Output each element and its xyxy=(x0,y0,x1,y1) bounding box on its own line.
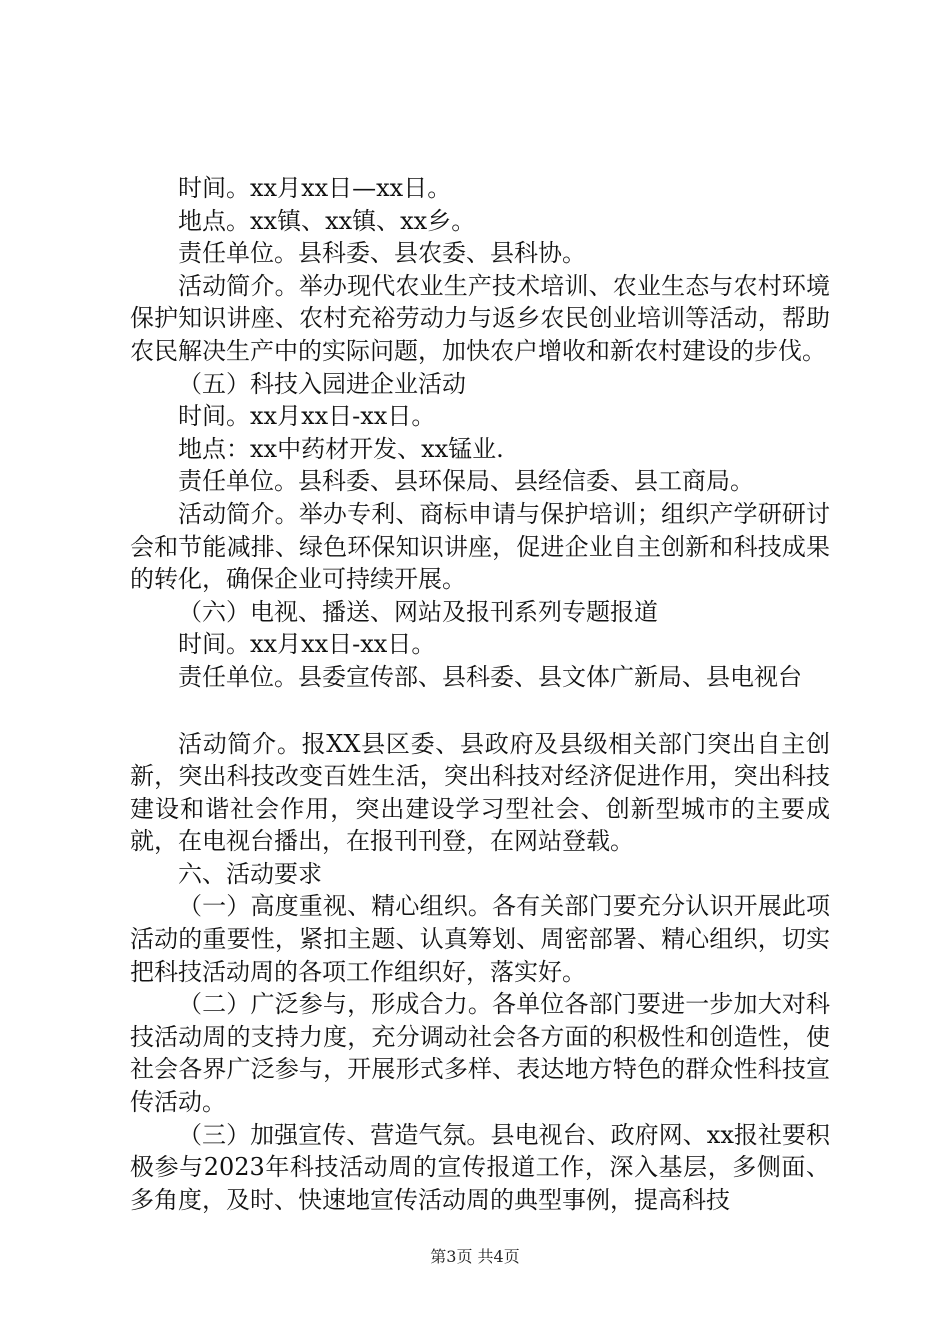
paragraph-requirement-1: （一）高度重视、精心组织。各有关部门要充分认识开展此项活动的重要性，紧扣主题、认真筹划、周密部署、精心组织，切实把科技活动周的各项工作组织好，落实好。 xyxy=(130,892,830,986)
paragraph-requirement-2: （二）广泛参与，形成合力。各单位各部门要进一步加大对科技活动周的支持力度，充分调动社会各方面的积极性和创造性，使社会各界广泛参与，开展形式多样、表达地方特色的群众性科技宣传活动。 xyxy=(130,990,830,1117)
paragraph-location-2: 地点：xx中药材开发、xx锰业. xyxy=(178,434,504,463)
paragraph-summary-3: 活动简介。报XX县区委、县政府及县级相关部门突出自主创新，突出科技改变百姓生活，突出科技对经济促进作用，突出科技建设和谐社会作用，突出建设学习型社会、创新型城市的主要成就，在电视台播出，在报刊刊登，在网站登载。 xyxy=(130,729,830,856)
paragraph-time-1: 时间。xx月xx日—xx日。 xyxy=(178,174,452,202)
paragraph-gap xyxy=(130,694,830,728)
section-heading-requirements: 六、活动要求 xyxy=(178,859,322,888)
paragraph-requirement-3: （三）加强宣传、营造气氛。县电视台、政府网、xx报社要积极参与2023年科技活动周的宣传报道工作，深入基层，多侧面、多角度，及时、快速地宣传活动周的典型事例，提高科技 xyxy=(130,1120,830,1214)
paragraph-time-2: 时间。xx月xx日-xx日。 xyxy=(178,402,436,431)
document-body xyxy=(130,172,830,1216)
section-heading-6: （六）电视、播送、网站及报刊系列专题报道 xyxy=(178,597,658,626)
section-heading-5: （五）科技入园进企业活动 xyxy=(178,369,466,398)
paragraph-summary-1: 活动简介。举办现代农业生产技术培训、农业生态与农村环境保护知识讲座、农村充裕劳动力与返乡农民创业培训等活动，帮助农民解决生产中的实际问题，加快农户增收和新农村建设的步伐。 xyxy=(130,271,830,365)
paragraph-location-1: 地点。xx镇、xx镇、xx乡。 xyxy=(178,206,476,235)
paragraph-responsible-1: 责任单位。县科委、县农委、县科协。 xyxy=(178,239,586,268)
paragraph-responsible-2: 责任单位。县科委、县环保局、县经信委、县工商局。 xyxy=(178,467,754,496)
paragraph-summary-2: 活动简介。举办专利、商标申请与保护培训；组织产学研研讨会和节能减排、绿色环保知识讲座，促进企业自主创新和科技成果的转化，确保企业可持续开展。 xyxy=(130,499,830,594)
paragraph-time-3: 时间。xx月xx日-xx日。 xyxy=(178,630,436,659)
page-footer: 第3页 共4页 xyxy=(430,1247,520,1266)
paragraph-responsible-3: 责任单位。县委宣传部、县科委、县文体广新局、县电视台 xyxy=(178,662,802,691)
